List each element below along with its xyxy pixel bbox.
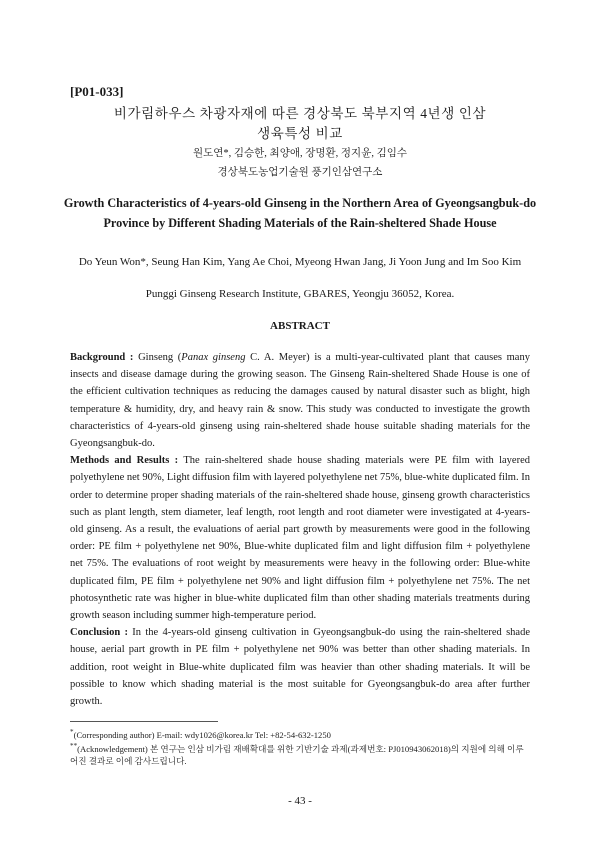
korean-title [0,104,600,144]
korean-title-line2: 생육특성 비교 [257,126,343,141]
conclusion-paragraph [70,624,530,710]
conclusion-text: In the 4-years-old ginseng cultivation in Gyeongsangbuk-do using the rain-sheltered shade house, aerial part growth in PE film + polyethylene net 90% was better than other shading materials. In addition, root weight in Blue-white duplicated film was heavier than other shading materials. It will be possible to know which shading material is the most suitable for Gyeongsangbuk-do area after further growth. [70,627,530,708]
poster-code: [P01-033] [70,84,124,99]
methods-label: Methods and Results : [70,455,179,467]
footnote-divider [70,721,218,722]
korean-institution: 경상북도농업기술원 풍기인삼연구소 [217,167,383,178]
korean-title-line1: 비가림하우스 차광자재에 따른 경상북도 북부지역 4년생 인삼 [113,106,487,121]
footnote-text-1: (Corresponding author) E-mail: wdy1026@korea.kr Tel: +82-54-632-1250 [73,729,331,740]
affiliation: Punggi Ginseng Research Institute, GBARES, Yeongju 36052, Korea. [145,288,455,300]
background-paragraph [70,349,530,452]
conclusion-label: Conclusion : [70,627,128,639]
footnote-mark-1: * [70,728,74,736]
abstract-body [70,349,530,710]
background-text-pre: Ginseng ( [133,352,182,363]
footnote-acknowledgement [70,740,530,768]
species-name: Panax ginseng [181,352,246,363]
background-text: C. A. Meyer) is a multi-year-cultivated plant that causes many insects and disease damage during the growing season. The Ginseng Rain-sheltered Shade House is one of the efficient cultivation techniques as reducing the damages caused by natural disaster such as blight, high temperature & humidity, dry, and heavy rain & snow. This study was conducted to investigate the growth characteristics of 4-years-old ginseng using rain-sheltered shade house suitable shading materials for the Gyeongsangbuk-do. [70,352,530,450]
korean-authors: 원도연*, 김승한, 최양애, 장명환, 정지윤, 김임수 [192,148,408,159]
background-label: Background : [70,352,134,363]
footnote-text-2: (Acknowledgement) 본 연구는 인삼 비가림 재배확대를 위한 기반기술 과제(과제번호: PJ010943062018)의 지원에 의해 이루어진 결과로 이에 감사드립니다. [70,743,524,767]
abstract-heading: ABSTRACT [270,320,330,332]
english-title: Growth Characteristics of 4-years-old Ginseng in the Northern Area of Gyeongsangbuk-do Province by Different Shading Materials of the Rain-sheltered Shade House [63,196,537,230]
methods-paragraph [70,452,530,624]
footnote-mark-2: ** [70,742,78,750]
page-number: - 43 - [288,795,312,807]
author-list: Do Yeun Won*, Seung Han Kim, Yang Ae Choi, Myeong Hwan Jang, Ji Yoon Jung and Im Soo Kim [78,256,522,268]
methods-text: The rain-sheltered shade house shading materials were PE film with layered polyethylene net 90%, Light diffusion film with layered polyethylene net 75%, blue-white duplicated film. In order to determine proper shading materials of the rain-sheltered shade house, ginseng growth characteristics such as plant length, stem diameter, leaf length, root length and root diameter were investigated at 4-years-old ginseng. As a result, the evaluations of aerial part growth by measurements were good in the following order: PE film + polyethylene net 90%, Blue-white duplicated film and light diffusion film + polyethylene net 75%. The evaluations of root weight by measurements were heavy in the following order: Blue-white duplicated film, PE film + polyethylene net 90% and light diffusion film + polyethylene net 75%. The net photosynthetic rate was higher in blue-white duplicated film than other shading materials treatments during growth season including summer high-temperature period. [70,455,530,622]
